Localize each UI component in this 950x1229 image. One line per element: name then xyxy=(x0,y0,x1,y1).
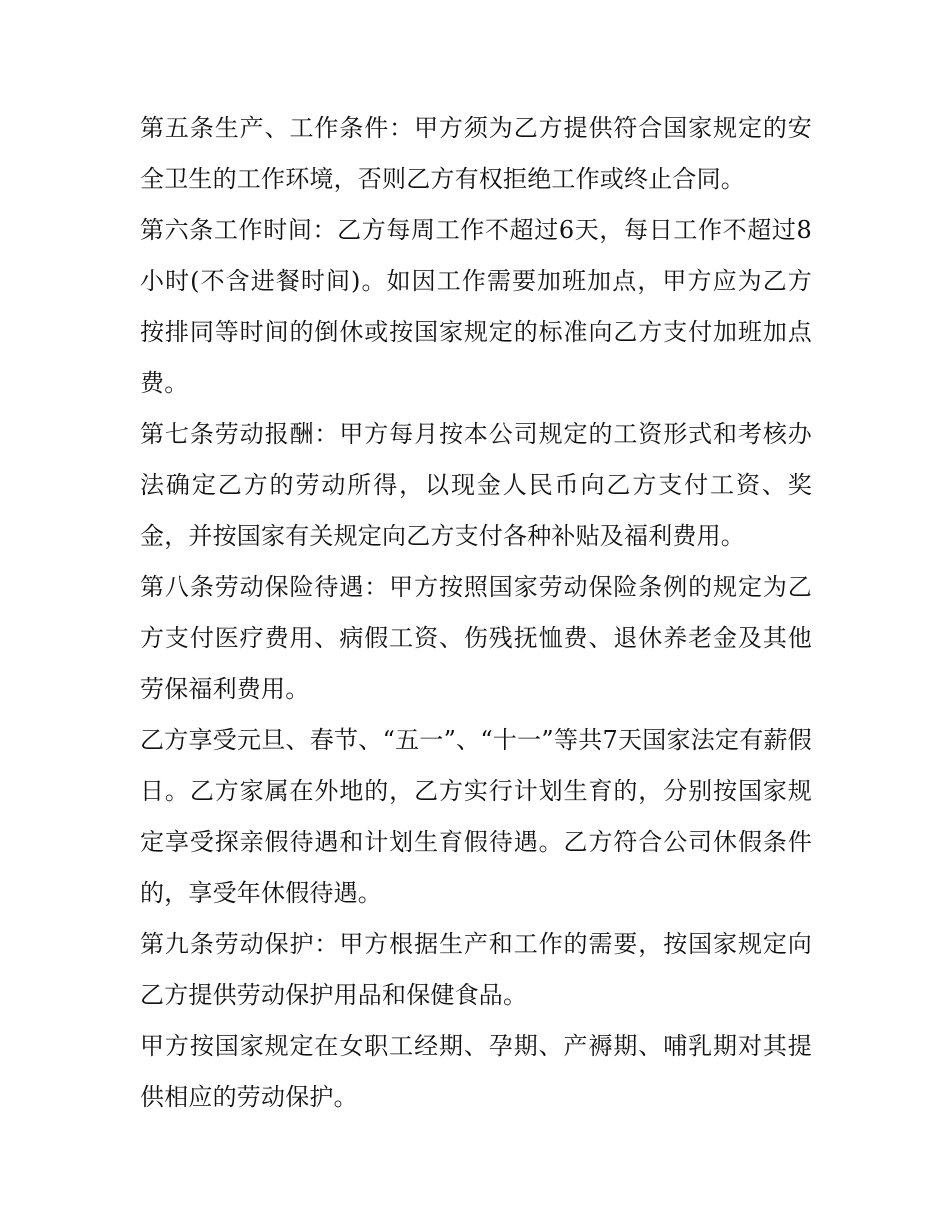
clause-9-labor-protection: 第九条劳动保护：甲方根据生产和工作的需要，按国家规定向乙方提供劳动保护用品和保健食品。 xyxy=(140,930,812,1009)
clause-5-working-conditions: 第五条生产、工作条件：甲方须为乙方提供符合国家规定的安全卫生的工作环境，否则乙方有权拒绝工作或终止合同。 xyxy=(140,114,812,193)
document-body xyxy=(140,103,812,1123)
clause-7-remuneration: 第七条劳动报酬：甲方每月按本公司规定的工资形式和考核办法确定乙方的劳动所得，以现金人民币向乙方支付工资、奖金，并按国家有关规定向乙方支付各种补贴及福利费用。 xyxy=(140,420,812,550)
female-worker-protection-paragraph: 甲方按国家规定在女职工经期、孕期、产褥期、哺乳期对其提供相应的劳动保护。 xyxy=(140,1032,812,1111)
holiday-leave-paragraph: 乙方享受元旦、春节、“五一”、“十一”等共7天国家法定有薪假日。乙方家属在外地的，乙方实行计划生育的，分别按国家规定享受探亲假待遇和计划生育假待遇。乙方符合公司休假条件的，享受年休假待遇。 xyxy=(140,726,812,907)
clause-8-insurance-benefits: 第八条劳动保险待遇：甲方按照国家劳动保险条例的规定为乙方支付医疗费用、病假工资、伤残抚恤费、退休养老金及其他劳保福利费用。 xyxy=(140,573,812,703)
clause-6-working-hours: 第六条工作时间：乙方每周工作不超过6天，每日工作不超过8小时(不含进餐时间)。如因工作需要加班加点，甲方应为乙方按排同等时间的倒休或按国家规定的标准向乙方支付加班加点费。 xyxy=(140,216,812,397)
